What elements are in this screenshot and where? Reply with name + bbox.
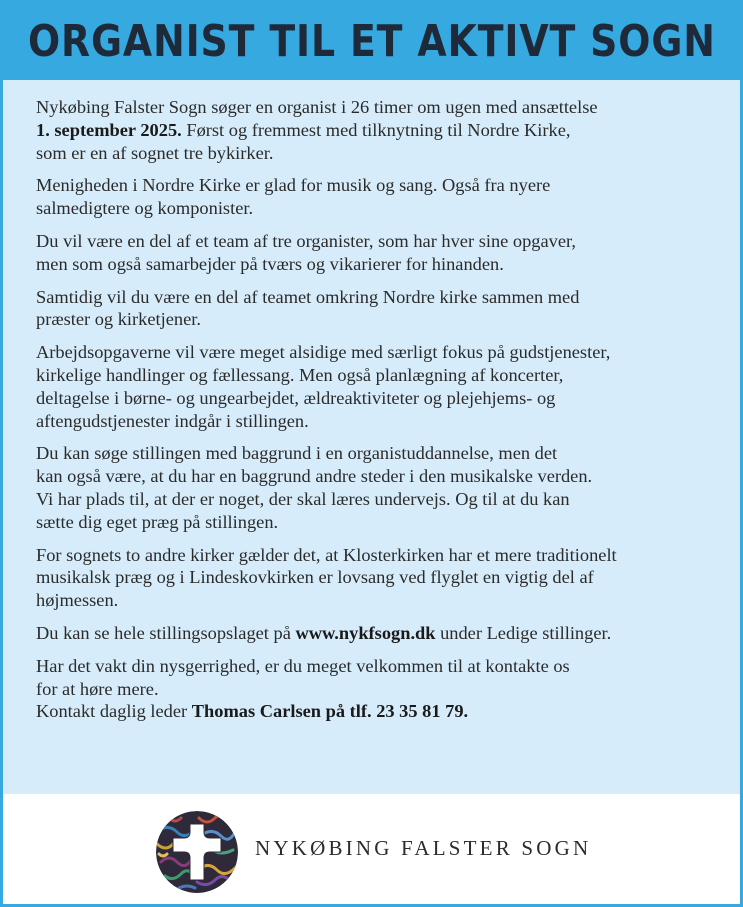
paragraph-line: højmessen.: [36, 590, 119, 611]
paragraph-other-churches: [36, 544, 720, 612]
paragraph-line: men som også samarbejder på tværs og vikarierer for hinanden.: [36, 253, 504, 274]
website-link[interactable]: www.nykfsogn.dk: [295, 622, 436, 643]
paragraph-congregation: [36, 174, 720, 220]
contact-text: Kontakt daglig leder: [36, 701, 192, 722]
page-title: ORGANIST TIL ET AKTIVT SOGN: [27, 16, 716, 67]
paragraph-line: Menigheden i Nordre Kirke er glad for musik og sang. Også fra nyere: [36, 175, 551, 196]
paragraph-line: For sognets to andre kirker gælder det, at Klosterkirken har et mere traditionelt: [36, 544, 617, 565]
paragraph-team: [36, 230, 720, 276]
intro-text-end: som er en af sognet tre bykirker.: [36, 142, 274, 163]
paragraph-line: kirkelige handlinger og fællessang. Men også planlægning af koncerter,: [36, 364, 564, 385]
paragraph-line: salmedigtere og komponister.: [36, 198, 254, 219]
website-text: Du kan se hele stillingsopslaget på: [36, 622, 296, 643]
paragraph-line: for at høre mere.: [36, 678, 159, 699]
start-date: 1. september 2025.: [36, 119, 182, 140]
paragraph-intro: [36, 96, 720, 164]
paragraph-line: Du vil være en del af et team af tre organister, som har hver sine opgaver,: [36, 230, 577, 251]
paragraph-line: Arbejdsopgaverne vil være meget alsidige med særligt fokus på gudstjenester,: [36, 342, 611, 363]
footer: [3, 794, 740, 904]
paragraph-line: aftengudstjenester indgår i stillingen.: [36, 410, 309, 431]
cross-mosaic-logo-icon: [155, 810, 239, 894]
paragraph-website: [36, 622, 720, 645]
paragraph-line: præster og kirketjener.: [36, 309, 201, 330]
organization-name: NYKØBING FALSTER SOGN: [255, 836, 592, 860]
paragraph-line: Har det vakt din nysgerrighed, er du meget velkommen til at kontakte os: [36, 655, 570, 676]
intro-text-cont: Først og fremmest med tilknytning til Nordre Kirke,: [181, 119, 571, 140]
header-banner: [3, 3, 740, 80]
paragraph-line: Vi har plads til, at der er noget, der skal læres undervejs. Og til at du kan: [36, 488, 570, 509]
paragraph-line: sætte dig eget præg på stillingen.: [36, 511, 279, 532]
paragraph-qualifications: [36, 442, 720, 533]
intro-text: Nykøbing Falster Sogn søger en organist i 26 timer om ugen med ansættelse: [36, 97, 598, 117]
paragraph-church-team: [36, 286, 720, 332]
website-text-end: under Ledige stillinger.: [435, 622, 612, 643]
paragraph-line: musikalsk præg og i Lindeskovkirken er lovsang ved flyglet en vigtig del af: [36, 567, 594, 588]
paragraph-line: deltagelse i børne- og ungearbejdet, ældreaktiviteter og plejehjems- og: [36, 387, 556, 408]
contact-person-phone: Thomas Carlsen på tlf. 23 35 81 79.: [191, 701, 469, 722]
paragraph-line: Samtidig vil du være en del af teamet omkring Nordre kirke sammen med: [36, 286, 580, 307]
paragraph-contact: [36, 655, 720, 723]
paragraph-line: kan også være, at du har en baggrund andre steder i den musikalske verden.: [36, 466, 593, 487]
ad-body: [3, 80, 740, 794]
paragraph-line: Du kan søge stillingen med baggrund i en organistuddannelse, men det: [36, 443, 558, 464]
paragraph-tasks: [36, 341, 720, 432]
